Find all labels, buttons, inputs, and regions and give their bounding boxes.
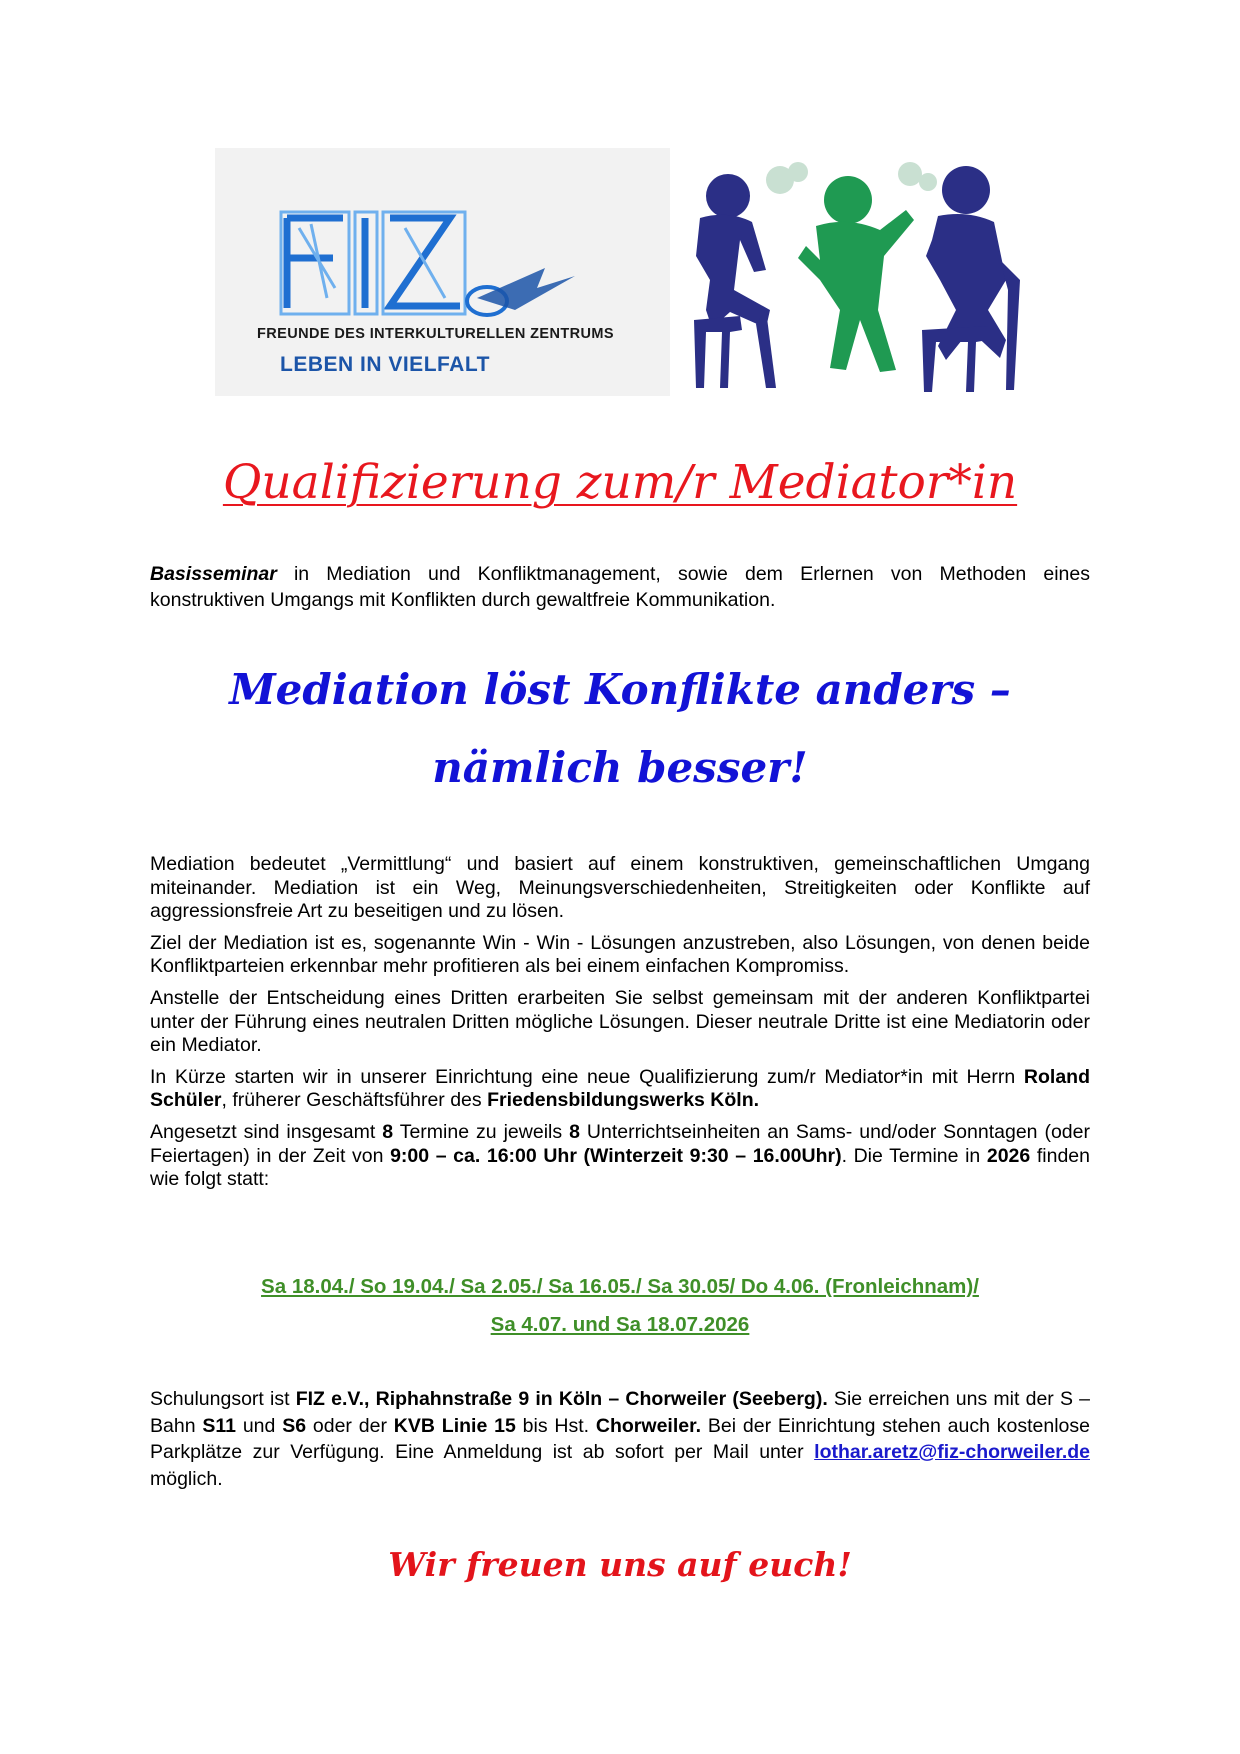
stop-name: Chorweiler. bbox=[595, 1414, 702, 1437]
paragraph-schedule bbox=[150, 1121, 1090, 1192]
person-right-silhouette bbox=[922, 166, 1020, 392]
schedule-text: Unterrichtseinheiten an Sams- und/oder Sonntagen (oder Feiertagen) in der Zeit von bbox=[150, 1120, 1090, 1167]
fiz-logo bbox=[215, 148, 670, 396]
venue-text: und bbox=[236, 1414, 283, 1437]
intro-text: in Mediation und Konfliktmanagement, sowie dem Erlernen von Methoden eines konstruktiven Umgangs mit Konflikten durch gewaltfreie Kommunikation. bbox=[150, 563, 1090, 611]
person-left-silhouette bbox=[694, 174, 776, 388]
venue-text: bis Hst. bbox=[515, 1414, 596, 1437]
train-line-s11: S11 bbox=[202, 1414, 236, 1437]
venue-text: Schulungsort ist bbox=[150, 1388, 296, 1410]
schedule-text: finden wie folgt statt: bbox=[150, 1144, 1090, 1191]
venue-text: Bei der Einrichtung stehen auch kostenlose Parkplätze zur Verfügung. Eine Anmeldung ist ab sofort per Mail unter bbox=[150, 1414, 1090, 1463]
schedule-year: 2026 bbox=[986, 1144, 1031, 1167]
closing-line: Wir freuen uns auf euch! bbox=[388, 1545, 852, 1584]
train-line-s6: S6 bbox=[282, 1414, 307, 1437]
venue-address: FIZ e.V., Riphahnstraße 9 in Köln – Chorweiler (Seeberg). bbox=[295, 1388, 828, 1410]
page-title: Qualifizierung zum/r Mediator*in bbox=[222, 455, 1018, 510]
venue-text: oder der bbox=[306, 1414, 394, 1437]
intro-paragraph bbox=[150, 561, 1090, 613]
venue-paragraph bbox=[150, 1386, 1090, 1492]
schedule-units-count: 8 bbox=[569, 1120, 580, 1143]
paragraph-definition: Mediation bedeutet „Vermittlung“ und basiert auf einem konstruktiven, gemeinschaftlichen Umgang miteinander. Mediation ist ein Weg, Meinungsverschiedenheiten, Streitigkeiten oder Konflikte auf aggressionsfreie Art zu beseitigen und zu lösen. bbox=[150, 853, 1090, 923]
paragraph-goal: Ziel der Mediation ist es, sogenannte Win - Win - Lösungen anzustreben, also Lösungen, von denen beide Konfliktparteien erkennbar mehr profitieren als bei einem einfachen Kompromiss. bbox=[150, 931, 1090, 978]
intro-bold-lead: Basisseminar bbox=[150, 563, 277, 585]
venue-text: möglich. bbox=[150, 1467, 223, 1490]
dates-line-1: Sa 18.04./ So 19.04./ Sa 2.05./ Sa 16.05./ Sa 30.05/ Do 4.06. (Fronleichnam)/ bbox=[261, 1275, 979, 1298]
dates-line-2: Sa 4.07. und Sa 18.07.2026 bbox=[490, 1313, 750, 1336]
slogan-line-2: nämlich besser! bbox=[432, 743, 808, 792]
schedule-times: 9:00 – ca. 16:00 Uhr (Winterzeit 9:30 – 16.00Uhr) bbox=[390, 1144, 842, 1167]
slogan-line-1: Mediation löst Konflikte anders – bbox=[229, 665, 1011, 714]
schedule-text: Angesetzt sind insgesamt bbox=[150, 1120, 383, 1143]
logo-org-line: FREUNDE DES INTERKULTURELLEN ZENTRUMS bbox=[257, 326, 614, 342]
tram-line-kvb-15: KVB Linie 15 bbox=[393, 1414, 516, 1437]
person-middle-silhouette bbox=[798, 176, 914, 372]
paragraph-trainer-text: , früherer Geschäftsführer des bbox=[221, 1089, 488, 1112]
body-text bbox=[150, 853, 1090, 1200]
schedule-session-count: 8 bbox=[382, 1120, 394, 1143]
trainer-name: Roland Schüler bbox=[150, 1065, 1090, 1112]
paragraph-third-party: Anstelle der Entscheidung eines Dritten erarbeiten Sie selbst gemeinsam mit der anderen Konfliktpartei unter der Führung eines neutralen Dritten mögliche Lösungen. Dieser neutrale Dritte ist eine Mediatorin oder ein Mediator. bbox=[150, 986, 1090, 1057]
three-people-silhouettes-illustration bbox=[670, 160, 1035, 400]
trainer-organization: Friedensbildungswerks Köln. bbox=[487, 1089, 760, 1112]
email-link[interactable]: lothar.aretz@fiz-chorweiler.de bbox=[814, 1441, 1090, 1463]
paragraph-trainer bbox=[150, 1066, 1090, 1113]
fiz-logo-graphic bbox=[215, 148, 670, 323]
schedule-text: . Die Termine in bbox=[841, 1144, 987, 1167]
venue-text: Sie erreichen uns mit der S – Bahn bbox=[150, 1388, 1091, 1437]
paragraph-trainer-text: In Kürze starten wir in unserer Einrichtung eine neue Qualifizierung zum/r Mediator*in mit Herrn bbox=[150, 1065, 1024, 1088]
schedule-text: Termine zu jeweils bbox=[393, 1120, 570, 1143]
logo-tagline: LEBEN IN VIELFALT bbox=[280, 353, 490, 376]
